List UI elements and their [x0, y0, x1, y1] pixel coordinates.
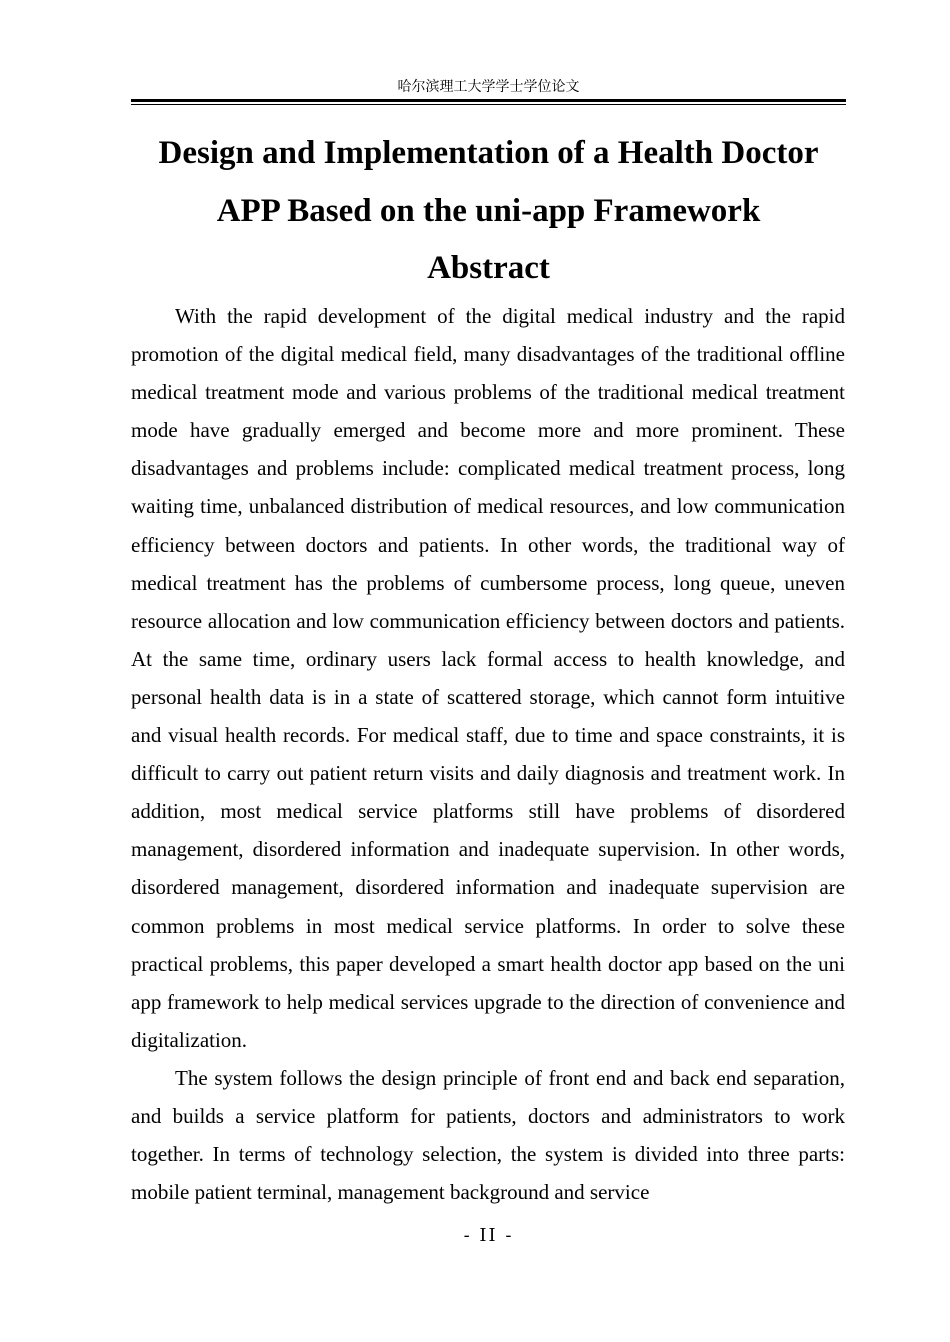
paper-title-line-1: Design and Implementation of a Health Doctor — [158, 135, 819, 171]
running-header: 哈尔滨理工大学学士学位论文 — [397, 79, 580, 95]
header-rule-thin — [131, 104, 846, 105]
abstract-paragraph-1: With the rapid development of the digital medical industry and the rapid promotion of the digital medical field, many disadvantages of the traditional offline medical treatment mode and various problems of the traditional medical treatment mode have gradually emerged and become more and more prominent. These disadvantages and problems include: complicated medical treatment process, long waiting time, unbalanced distribution of medical resources, and low communication efficiency between doctors and patients. In other words, the traditional way of medical treatment has the problems of cumbersome process, long queue, uneven resource allocation and low communication efficiency between doctors and patients. At the same time, ordinary users lack formal access to health knowledge, and personal health data is in a state of scattered storage, which cannot form intuitive and visual health records. For medical staff, due to time and space constraints, it is difficult to carry out patient return visits and daily diagnosis and treatment work. In addition, most medical service platforms still have problems of disordered management, disordered information and inadequate supervision. In other words, disordered management, disordered information and inadequate supervision are common problems in most medical service platforms. In order to solve these practical problems, this paper developed a smart health doctor app based on the uni app framework to help medical services upgrade to the direction of convenience and digitalization. — [131, 304, 845, 1052]
paper-title-line-2: APP Based on the uni-app Framework — [216, 193, 761, 229]
header-rule-thick — [131, 99, 846, 102]
abstract-body — [131, 297, 845, 1211]
title-block — [131, 124, 846, 296]
abstract-paragraph-2: The system follows the design principle of front end and back end separation, and builds a service platform for patients, doctors and administrators to work together. In terms of technology selection, the system is divided into three parts: mobile patient terminal, management background and service — [131, 1065, 845, 1205]
page-number: - II - — [463, 1225, 514, 1246]
abstract-heading: Abstract — [427, 250, 550, 286]
